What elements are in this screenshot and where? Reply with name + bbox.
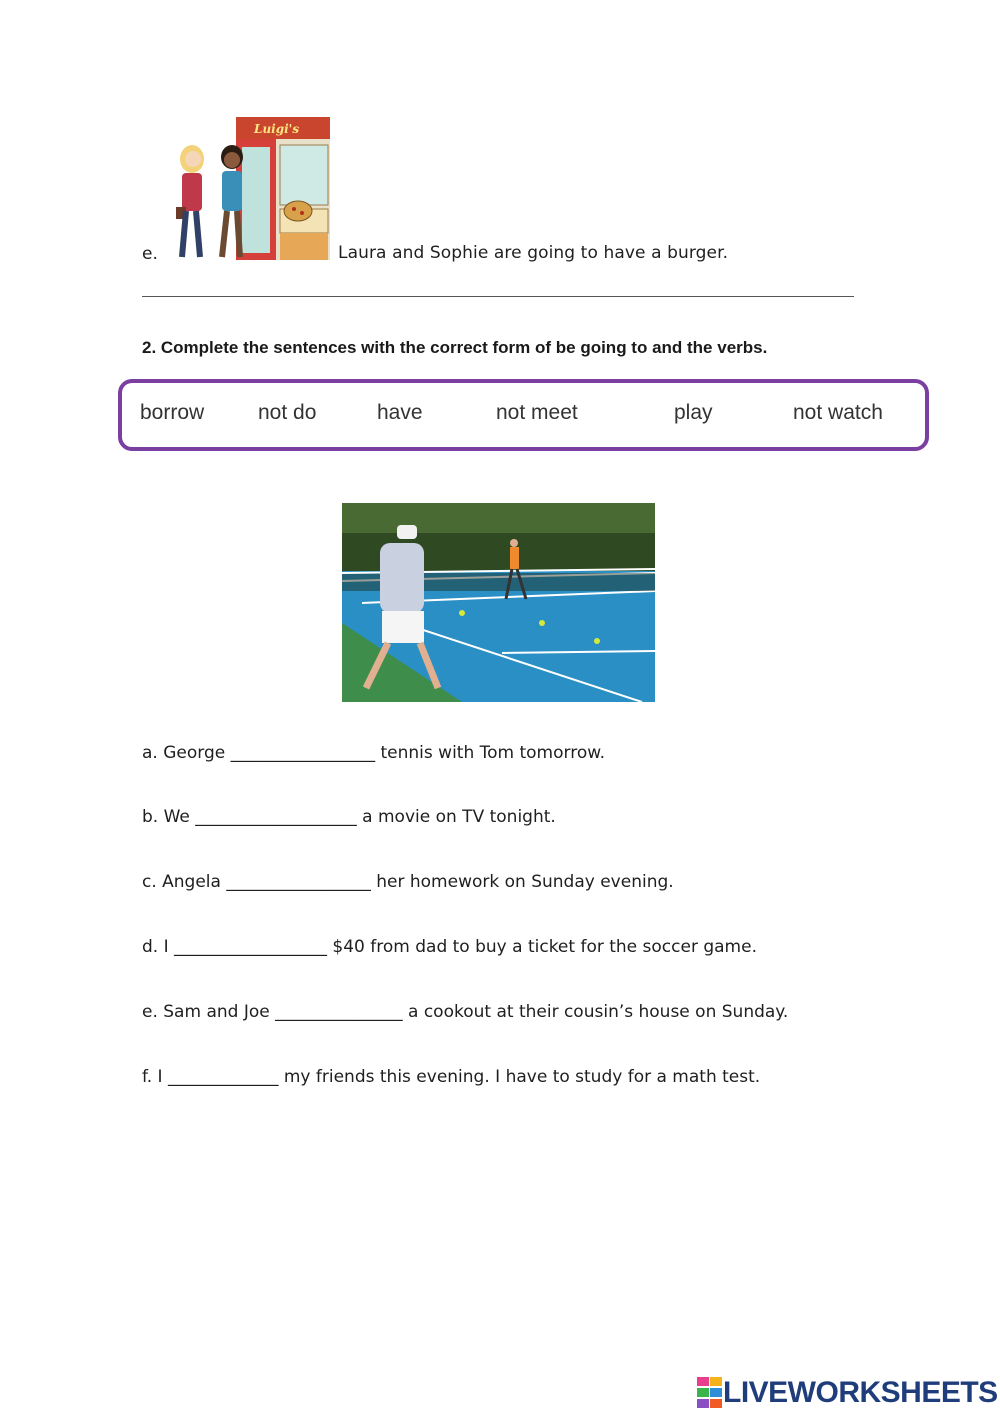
previous-item-label: e. <box>142 244 159 264</box>
question-a: a. George _________________ tennis with Tom tomorrow. <box>142 743 605 763</box>
liveworksheets-logo <box>697 1376 998 1410</box>
question-d: d. I __________________ $40 from dad to buy a ticket for the soccer game. <box>142 937 757 957</box>
word-bank-item: not do <box>258 401 317 424</box>
previous-item-sentence: Laura and Sophie are going to have a burger. <box>338 243 729 263</box>
word-bank-item: have <box>377 401 423 424</box>
question-b: b. We ___________________ a movie on TV tonight. <box>142 807 556 827</box>
liveworksheets-logo-icon <box>697 1377 723 1409</box>
girls-at-pizzeria-illustration <box>164 117 330 260</box>
exercise-instruction: 2. Complete the sentences with the correct form of be going to and the verbs. <box>142 338 768 357</box>
question-f: f. I _____________ my friends this evening. I have to study for a math test. <box>142 1067 761 1087</box>
question-e: e. Sam and Joe _______________ a cookout at their cousin’s house on Sunday. <box>142 1002 789 1022</box>
logo-text: LIVEWORKSHEETS <box>723 1376 998 1409</box>
word-bank <box>118 379 929 451</box>
tennis-court-photo <box>342 503 655 702</box>
word-bank-item: not meet <box>496 401 578 424</box>
word-bank-item: play <box>674 401 713 424</box>
shop-sign-text: Luigi's <box>254 122 300 136</box>
question-c: c. Angela _________________ her homework on Sunday evening. <box>142 872 674 892</box>
word-bank-item: borrow <box>140 401 205 424</box>
word-bank-item: not watch <box>793 401 883 424</box>
answer-line[interactable] <box>142 296 854 297</box>
